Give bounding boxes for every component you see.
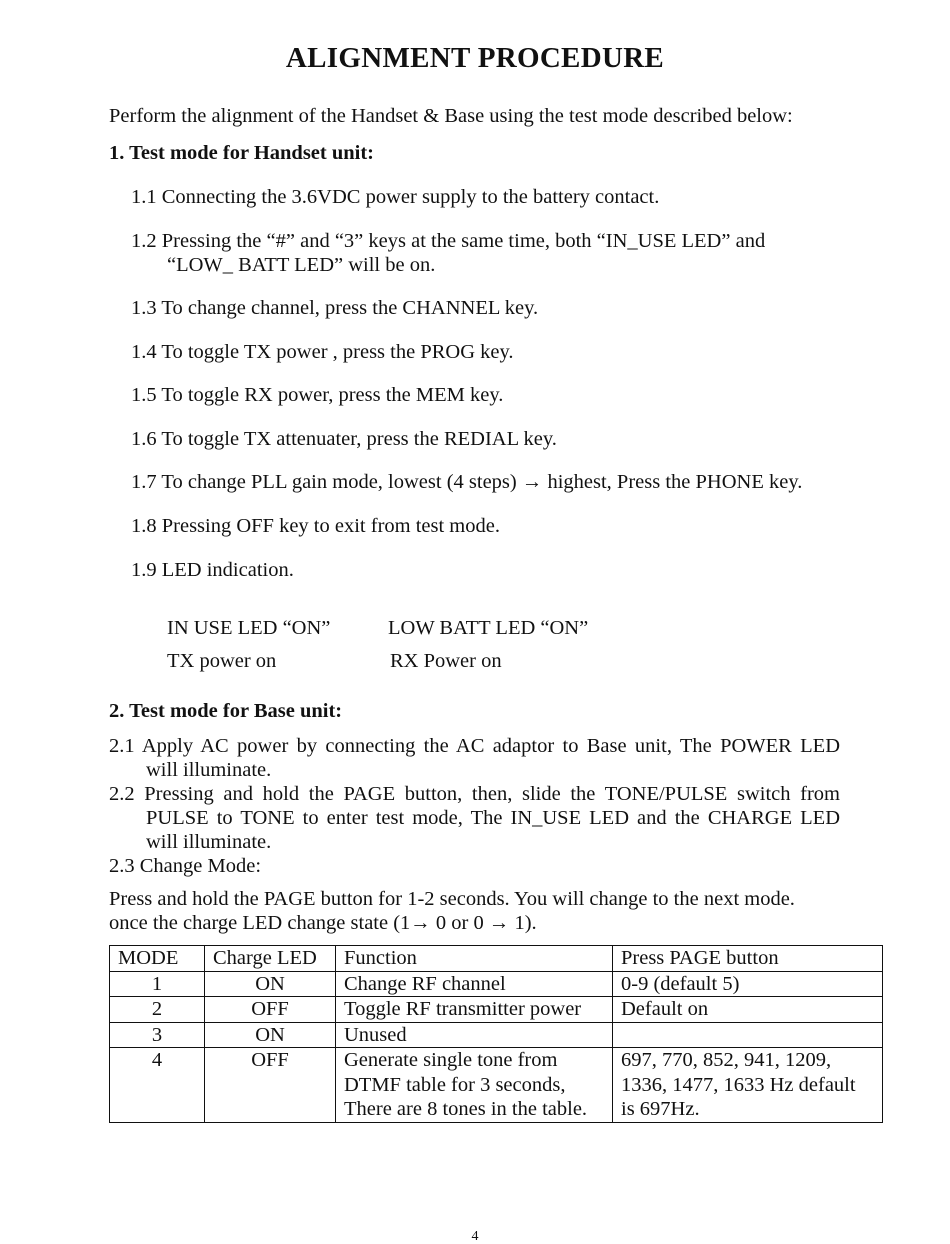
press-page-cell (613, 1048, 883, 1123)
mode-cell: 3 (110, 1022, 205, 1048)
table-row (110, 1022, 883, 1048)
mode-cell: 1 (110, 971, 205, 997)
press-hold-instruction: Press and hold the PAGE button for 1-2 seconds. You will change to the next mode. (109, 888, 795, 910)
function-cell: Toggle RF transmitter power (336, 997, 613, 1023)
step-1-1: 1.1 Connecting the 3.6VDC power supply to the battery contact. (131, 186, 660, 208)
step-1-4: 1.4 To toggle TX power , press the PROG key. (131, 341, 514, 363)
mode-cell: 4 (110, 1048, 205, 1123)
table-row (110, 971, 883, 997)
step-1-6: 1.6 To toggle TX attenuater, press the REDIAL key. (131, 428, 557, 450)
step-1-3: 1.3 To change channel, press the CHANNEL key. (131, 297, 539, 319)
charge-led-cell: OFF (205, 1048, 336, 1123)
step-2-2-end: will illuminate. (146, 831, 272, 853)
charge-led-cell: ON (205, 1022, 336, 1048)
led-low-batt: LOW BATT LED “ON” (388, 617, 589, 639)
mode-table (109, 945, 883, 1123)
step-1-7: 1.7 To change PLL gain mode, lowest (4 steps) → highest, Press the PHONE key. (131, 471, 803, 493)
charge-led-cell: OFF (205, 997, 336, 1023)
mode-cell: 2 (110, 997, 205, 1023)
table-row (110, 1048, 883, 1123)
step-2-3: 2.3 Change Mode: (109, 855, 262, 877)
led-in-use: IN USE LED “ON” (167, 617, 331, 639)
step-2-1-continued: will illuminate. (146, 759, 272, 781)
function-line: Generate single tone from (344, 1049, 558, 1071)
function-line: There are 8 tones in the table. (344, 1098, 588, 1120)
step-2-1: 2.1 Apply AC power by connecting the AC adaptor to Base unit, The POWER LED (109, 735, 840, 757)
press-page-cell (613, 1022, 883, 1048)
charge-led-cell: ON (205, 971, 336, 997)
function-cell (336, 1048, 613, 1123)
step-1-5: 1.5 To toggle RX power, press the MEM key. (131, 384, 504, 406)
table-header-cell: Charge LED (205, 946, 336, 972)
intro-paragraph: Perform the alignment of the Handset & Base using the test mode described below: (109, 105, 793, 127)
step-2-2-continued: PULSE to TONE to enter test mode, The IN_USE LED and the CHARGE LED (146, 807, 840, 829)
step-1-2-continued: “LOW_ BATT LED” will be on. (167, 254, 436, 276)
press-page-cell: Default on (613, 997, 883, 1023)
press-page-line: 1336, 1477, 1633 Hz default (621, 1073, 856, 1096)
step-1-8: 1.8 Pressing OFF key to exit from test mode. (131, 515, 500, 537)
press-page-line: is 697Hz. (621, 1098, 700, 1120)
function-cell: Unused (336, 1022, 613, 1048)
press-page-line: 697, 770, 852, 941, 1209, (621, 1049, 832, 1071)
press-page-cell: 0-9 (default 5) (613, 971, 883, 997)
press-hold-instruction-continued: once the charge LED change state (1→ 0 or 0 → 1). (109, 912, 537, 934)
table-header-cell: Press PAGE button (613, 946, 883, 972)
function-cell: Change RF channel (336, 971, 613, 997)
section1-heading: 1. Test mode for Handset unit: (109, 142, 375, 164)
section2-heading: 2. Test mode for Base unit: (109, 700, 343, 722)
page-title: ALIGNMENT PROCEDURE (285, 42, 665, 74)
led-tx-power: TX power on (167, 650, 277, 672)
table-header-cell: MODE (110, 946, 205, 972)
page-number: 4 (471, 1229, 479, 1244)
table-header-row (110, 946, 883, 972)
step-1-2: 1.2 Pressing the “#” and “3” keys at the same time, both “IN_USE LED” and (131, 230, 766, 252)
table-header-cell: Function (336, 946, 613, 972)
step-1-9: 1.9 LED indication. (131, 559, 294, 581)
led-rx-power: RX Power on (390, 650, 502, 672)
table-row (110, 997, 883, 1023)
step-2-2: 2.2 Pressing and hold the PAGE button, then, slide the TONE/PULSE switch from (109, 783, 840, 805)
function-line: DTMF table for 3 seconds, (344, 1073, 566, 1096)
